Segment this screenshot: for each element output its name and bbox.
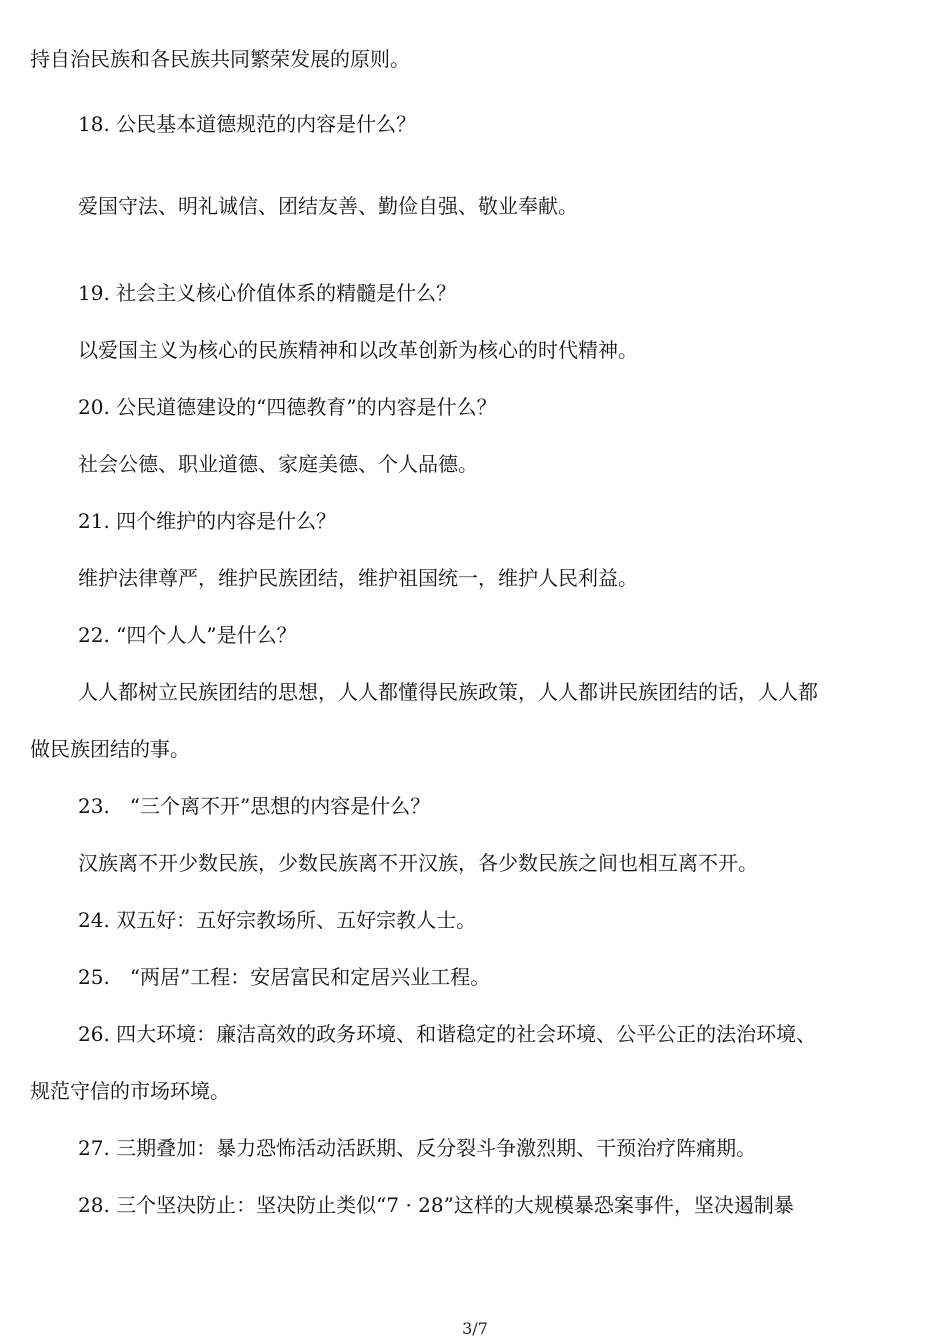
question-19: 19. 社会主义核心价值体系的精髓是什么？: [78, 281, 457, 305]
answer-22-line-1: 人人都树立民族团结的思想，人人都懂得民族政策，人人都讲民族团结的话，人人都: [78, 680, 818, 704]
question-21: 21. 四个维护的内容是什么？: [78, 509, 337, 533]
answer-21: 维护法律尊严，维护民族团结，维护祖国统一，维护人民利益。: [78, 566, 638, 590]
question-22: 22. “四个人人”是什么？: [78, 623, 297, 647]
question-23: 23. “三个离不开”思想的内容是什么？: [78, 794, 431, 818]
answer-22-line-2: 做民族团结的事。: [30, 737, 190, 761]
answer-19: 以爱国主义为核心的民族精神和以改革创新为核心的时代精神。: [78, 338, 638, 362]
text-line: 持自治民族和各民族共同繁荣发展的原则。: [30, 47, 410, 71]
answer-23: 汉族离不开少数民族，少数民族离不开汉族，各少数民族之间也相互离不开。: [78, 851, 758, 875]
item-24: 24. 双五好：五好宗教场所、五好宗教人士。: [78, 908, 477, 932]
item-26-line-2: 规范守信的市场环境。: [30, 1079, 230, 1103]
item-25: 25. “两居”工程：安居富民和定居兴业工程。: [78, 965, 491, 989]
page-number: 3/7: [462, 1319, 488, 1338]
question-18: 18. 公民基本道德规范的内容是什么？: [78, 112, 417, 136]
item-26-line-1: 26. 四大环境：廉洁高效的政务环境、和谐稳定的社会环境、公平公正的法治环境、: [78, 1022, 817, 1046]
item-27: 27. 三期叠加：暴力恐怖活动活跃期、反分裂斗争激烈期、干预治疗阵痛期。: [78, 1136, 757, 1160]
item-28: 28. 三个坚决防止：坚决防止类似“7 · 28”这样的大规模暴恐案事件，坚决遏制暴: [78, 1193, 794, 1217]
answer-18: 爱国守法、明礼诚信、团结友善、勤俭自强、敬业奉献。: [78, 194, 578, 218]
question-20: 20. 公民道德建设的“四德教育”的内容是什么？: [78, 395, 497, 419]
answer-20: 社会公德、职业道德、家庭美德、个人品德。: [78, 452, 478, 476]
